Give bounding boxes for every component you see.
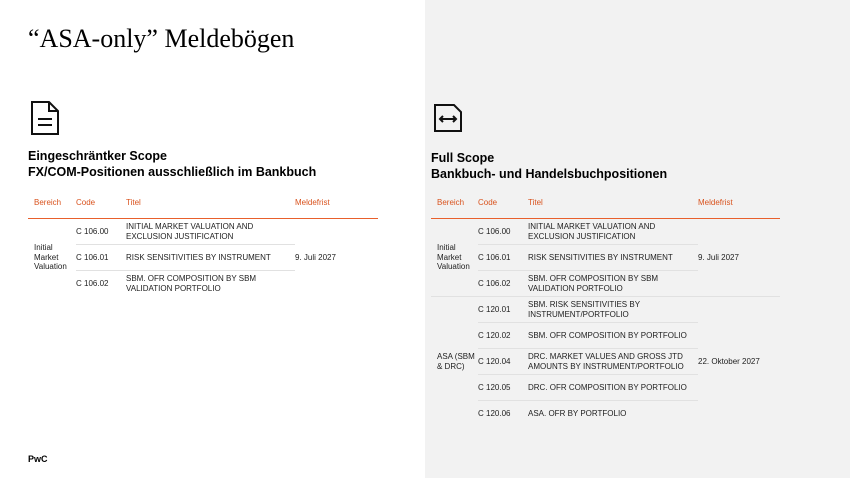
meldefrist-cell: 9. Juli 2027 — [698, 219, 780, 297]
titel-cell: DRC. OFR COMPOSITION BY PORTFOLIO — [528, 375, 698, 401]
titel-cell: RISK SENSITIVITIES BY INSTRUMENT — [126, 245, 295, 271]
titel-cell: DRC. MARKET VALUES AND GROSS JTD AMOUNTS BY INSTRUMENT/PORTFOLIO — [528, 349, 698, 375]
code-cell: C 120.02 — [478, 323, 528, 349]
titel-cell: SBM. OFR COMPOSITION BY SBM VALIDATION PORTFOLIO — [528, 271, 698, 297]
left-heading-line2: FX/COM-Positionen ausschließlich im Bankbuch — [28, 165, 317, 179]
right-heading-line1: Full Scope — [431, 151, 495, 165]
pwc-logo: PwC — [28, 454, 48, 464]
code-cell: C 106.00 — [478, 219, 528, 245]
column-header-titel: Titel — [126, 198, 295, 219]
right-report-table — [431, 198, 780, 426]
code-cell: C 106.01 — [478, 245, 528, 271]
bereich-cell: Initial Market Valuation — [34, 243, 67, 272]
right-heading-line2: Bankbuch- und Handelsbuchpositionen — [431, 167, 668, 181]
code-cell: C 120.06 — [478, 408, 511, 418]
column-header-code: Code — [478, 198, 528, 219]
left-heading — [28, 148, 316, 180]
titel-cell: RISK SENSITIVITIES BY INSTRUMENT — [528, 245, 698, 271]
code-cell: C 106.00 — [76, 219, 126, 245]
right-heading — [431, 150, 667, 182]
column-header-code: Code — [76, 198, 126, 219]
table-row — [431, 297, 780, 323]
code-cell: C 106.01 — [76, 245, 126, 271]
table-row — [431, 219, 780, 245]
titel-cell: SBM. OFR COMPOSITION BY SBM VALIDATION PORTFOLIO — [126, 274, 257, 293]
column-header-meldefrist: Meldefrist — [698, 198, 780, 219]
code-cell: C 120.01 — [478, 297, 528, 323]
titel-cell: INITIAL MARKET VALUATION AND EXCLUSION JUSTIFICATION — [126, 219, 295, 245]
code-cell: C 106.02 — [478, 271, 528, 297]
code-cell: C 120.05 — [478, 375, 528, 401]
table-row — [28, 219, 378, 245]
meldefrist-cell: 9. Juli 2027 — [295, 252, 336, 262]
column-header-meldefrist: Meldefrist — [295, 198, 378, 219]
left-report-table — [28, 198, 378, 296]
column-header-bereich: Bereich — [28, 198, 76, 219]
code-cell: C 120.04 — [478, 349, 528, 375]
left-heading-line1: Eingeschräntker Scope — [28, 149, 167, 163]
titel-cell: INITIAL MARKET VALUATION AND EXCLUSION JUSTIFICATION — [528, 219, 698, 245]
titel-cell: ASA. OFR BY PORTFOLIO — [528, 408, 627, 418]
column-header-titel: Titel — [528, 198, 698, 219]
code-cell: C 106.02 — [76, 278, 109, 288]
document-icon — [30, 101, 60, 135]
expand-frame-icon — [433, 101, 463, 135]
titel-cell: SBM. OFR COMPOSITION BY PORTFOLIO — [528, 323, 698, 349]
meldefrist-cell: 22. Oktober 2027 — [698, 356, 760, 366]
bereich-cell: Initial Market Valuation — [431, 219, 478, 297]
page-title: “ASA-only” Meldebögen — [28, 24, 295, 53]
column-header-bereich: Bereich — [431, 198, 478, 219]
titel-cell: SBM. RISK SENSITIVITIES BY INSTRUMENT/PORTFOLIO — [528, 297, 698, 323]
bereich-cell: ASA (SBM & DRC) — [437, 352, 475, 371]
